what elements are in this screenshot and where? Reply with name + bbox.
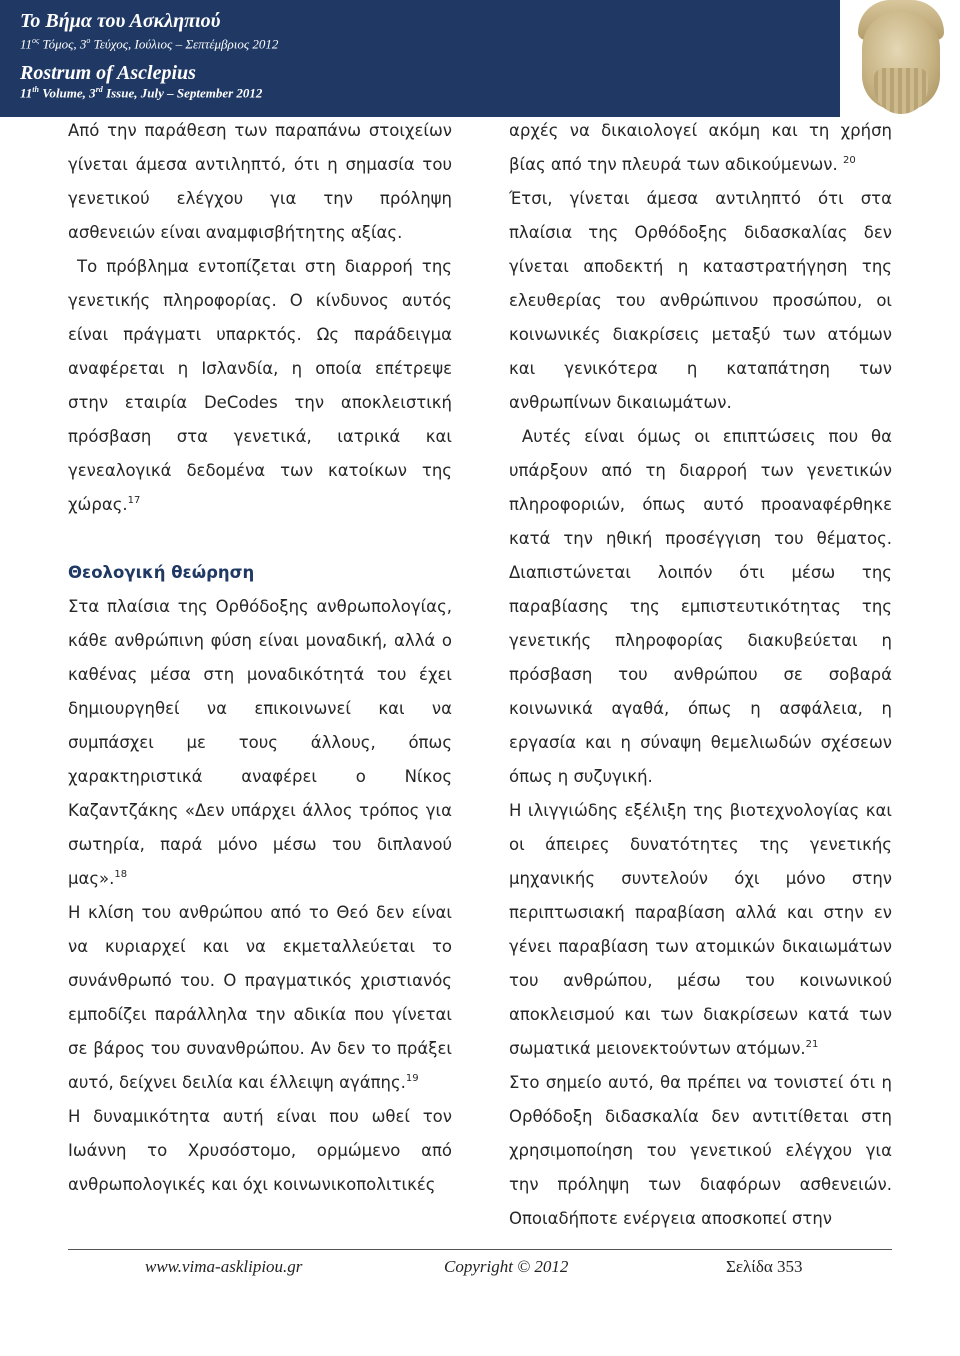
footnote-ref: 20 bbox=[842, 155, 856, 166]
bust-beard bbox=[874, 68, 928, 114]
journal-title-greek: Το Βήμα του Ασκληπιού bbox=[20, 10, 221, 32]
paragraph: Αυτές είναι όμως οι επιπτώσεις που θα υπάρξουν από τη διαρροή των γενετικών πληροφοριών, όπως αυτό προαναφέρθηκε κατά την ηθική προσέγγιση του θέματος. Διαπιστώνεται λοιπόν ότι μέσω της παραβίασης της εμπιστευτικότητας της γενετικής πληροφορίας διακυβεύεται η πρόσβαση του ανθρώπου σε σοβαρά κοινωνικά αγαθά, όπως η ασφάλεια, η εργασία και η σύναψη θεμελιωδών σχέσεων όπως η συζυγική. bbox=[509, 427, 893, 786]
paragraph: Η ιλιγγιώδης εξέλιξη της βιοτεχνολογίας και οι άπειρες δυνατότητες της γενετικής μηχανικής συντελούν όχι μόνο στην περιπτωσιακή παραβίαση αλλά και στην εν γένει παραβίαση των ατομικών δικαιωμάτων του ανθρώπου, μέσω του κοινωνικού αποκλεισμού και των διακρίσεων κατά των σωματικά μειονεκτούντων ατόμων.$^{21}$ bbox=[509, 801, 892, 1058]
issue-info-greek: $11^{o\varsigma}$ Τόμος, $3^o$ Τεύχος, Ιούλιος – Σεπτέμβριος 2012 bbox=[20, 36, 279, 52]
paragraph: Η δυναμικότητα αυτή είναι που ωθεί τον Ιωάννη το Χρυσόστομο, ορμώμενο από ανθρωπολογικές και όχι κοινωνικοπολιτικές bbox=[68, 1107, 452, 1194]
paragraph: Έτσι, γίνεται άμεσα αντιληπτό ότι στα πλαίσια της Ορθόδοξης διδασκαλίας δεν γίνεται αποδεκτή η καταστρατήγηση της ελευθερίας του ανθρώπινου προσώπου, οι κοινωνικές διακρίσεις μεταξύ των ατόμων και γενικότερα η καταπάτηση των ανθρωπίνων δικαιωμάτων. bbox=[509, 189, 892, 412]
paragraph: αρχές να δικαιολογεί ακόμη και τη χρήση βίας από την πλευρά των αδικούμενων. $^{20}$ bbox=[509, 121, 892, 174]
paragraph: Η κλίση του ανθρώπου από το Θεό δεν είναι να κυριαρχεί και να εκμεταλλεύεται το συνάνθρωπό του. Ο πραγματικός χριστιανός εμποδίζει παράλληλα την αδικία που γίνεται σε βάρος του συνανθρώπου. Αν δεν το πράξει αυτό, δείχνει δειλία και έλλειψη αγάπης.$^{19}$ bbox=[68, 903, 452, 1092]
paragraph: Το πρόβλημα εντοπίζεται στη διαρροή της γενετικής πληροφορίας. Ο κίνδυνος αυτός είναι πράγματι υπαρκτός. Ως παράδειγμα αναφέρεται η Ισλανδία, η οποία επέτρεψε στην εταιρία DeCodes την αποκλειστική πρόσβαση στα γενετικά, ιατρικά και γενεαλογικά δεδομένα των κατοίκων της χώρας.$^{17}$ bbox=[68, 257, 452, 514]
left-column bbox=[68, 114, 452, 1202]
blank-line bbox=[68, 522, 452, 556]
journal-header bbox=[0, 0, 960, 117]
section-heading: Θεολογική θεώρηση bbox=[68, 563, 255, 582]
asclepius-bust-logo bbox=[840, 0, 960, 117]
footnote-ref: 21 bbox=[805, 1039, 819, 1050]
footnote-ref: 19 bbox=[405, 1073, 419, 1084]
footer-copyright: Copyright © 2012 bbox=[444, 1257, 569, 1276]
footnote-ref: 17 bbox=[127, 495, 141, 506]
journal-title-english: Rostrum of Asclepius bbox=[20, 62, 196, 84]
footer-divider bbox=[68, 1249, 892, 1250]
footer-page-number: Σελίδα 353 bbox=[726, 1257, 803, 1276]
paragraph: Από την παράθεση των παραπάνω στοιχείων γίνεται άμεσα αντιληπτό, ότι η σημασία του γενετικού ελέγχου για την πρόληψη ασθενειών είναι αναμφισβήτητης αξίας. bbox=[68, 121, 452, 242]
footer-website-link[interactable]: www.vima-asklipiou.gr bbox=[145, 1257, 303, 1276]
paragraph: Στα πλαίσια της Ορθόδοξης ανθρωπολογίας, κάθε ανθρώπινη φύση είναι μοναδική, αλλά ο καθένας μέσα στη μοναδικότητά του έχει δημιουργηθεί να επικοινωνεί και να συμπάσχει με τους άλλους, όπως χαρακτηριστικά αναφέρει ο Νίκος Καζαντζάκης «Δεν υπάρχει άλλος τρόπος για σωτηρία, παρά μόνο μέσω του διπλανού μας».$^{18}$ bbox=[68, 597, 452, 888]
right-column bbox=[509, 114, 892, 1236]
footnote-ref: 18 bbox=[114, 869, 128, 880]
paragraph: Στο σημείο αυτό, θα πρέπει να τονιστεί ότι η Ορθόδοξη διδασκαλία δεν αντιτίθεται στη χρησιμοποίηση του γενετικού ελέγχου για την πρόληψη των διαφόρων ασθενειών. Οποιαδήποτε ενέργεια αποσκοπεί στην bbox=[509, 1073, 892, 1228]
issue-info-english: 11th Volume, 3rd Issue, July – September 2012 bbox=[20, 85, 263, 101]
